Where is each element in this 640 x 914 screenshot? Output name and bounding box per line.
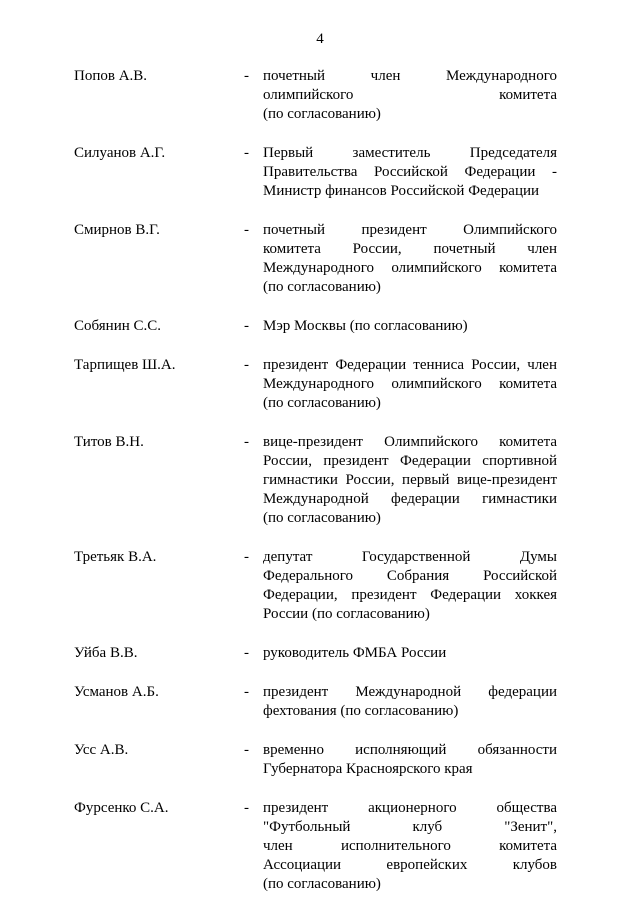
role-line: президент акционерного общества: [263, 800, 557, 816]
member-role: [263, 644, 557, 663]
role-line: президент Федерации тенниса России, член: [263, 357, 557, 373]
dash-separator: -: [244, 222, 249, 238]
member-entry: [0, 741, 640, 779]
role-line: (по согласованию): [263, 510, 381, 526]
role-line: член исполнительного комитета: [263, 838, 557, 854]
role-line: Федерального Собрания Российской: [263, 568, 557, 584]
role-line: фехтования (по согласованию): [263, 703, 459, 719]
dash-separator: -: [244, 549, 249, 565]
member-entry: [0, 644, 640, 663]
role-line: вице-президент Олимпийского комитета: [263, 434, 557, 450]
role-line: Международной федерации гимнастики: [263, 491, 557, 507]
role-line: Ассоциации европейских клубов: [263, 857, 557, 873]
role-line: Международного олимпийского комитета: [263, 376, 557, 392]
member-name: Попов А.В.: [74, 68, 148, 84]
member-entry: [0, 67, 640, 124]
role-line: президент Международной федерации: [263, 684, 557, 700]
role-line: временно исполняющий обязанности: [263, 742, 557, 758]
role-line: почетный президент Олимпийского: [263, 222, 557, 238]
member-name: Силуанов А.Г.: [74, 145, 166, 161]
member-role: [263, 741, 557, 779]
member-name: Третьяк В.А.: [74, 549, 157, 565]
member-role: [263, 356, 557, 413]
role-line: Министр финансов Российской Федерации: [263, 183, 540, 199]
role-line: комитета России, почетный член: [263, 241, 557, 257]
member-list: [0, 67, 640, 914]
role-line: Губернатора Красноярского края: [263, 761, 473, 777]
member-role: [263, 548, 557, 624]
role-line: (по согласованию): [263, 106, 381, 122]
member-entry: [0, 144, 640, 201]
role-line: России, президент Федерации спортивной: [263, 453, 557, 469]
member-entry: [0, 683, 640, 721]
role-line: "Футбольный клуб "Зенит",: [263, 819, 557, 835]
dash-separator: -: [244, 645, 249, 661]
member-role: [263, 683, 557, 721]
member-entry: [0, 356, 640, 413]
role-line: олимпийского комитета: [263, 87, 557, 103]
member-role: [263, 144, 557, 201]
role-line: Первый заместитель Председателя: [263, 145, 557, 161]
role-line: (по согласованию): [263, 395, 381, 411]
member-entry: [0, 799, 640, 894]
dash-separator: -: [244, 684, 249, 700]
member-entry: [0, 317, 640, 336]
member-role: [263, 799, 557, 894]
role-line: Международного олимпийского комитета: [263, 260, 557, 276]
role-line: Федерации, президент Федерации хоккея: [263, 587, 557, 603]
member-name: Усманов А.Б.: [74, 684, 159, 700]
member-name: Фурсенко С.А.: [74, 800, 169, 816]
member-role: [263, 317, 557, 336]
role-line: России (по согласованию): [263, 606, 430, 622]
dash-separator: -: [244, 357, 249, 373]
dash-separator: -: [244, 318, 249, 334]
dash-separator: -: [244, 742, 249, 758]
role-line: гимнастики России, первый вице-президент: [263, 472, 557, 488]
member-name: Усс А.В.: [74, 742, 129, 758]
member-role: [263, 433, 557, 528]
dash-separator: -: [244, 800, 249, 816]
member-role: [263, 67, 557, 124]
role-line: (по согласованию): [263, 876, 381, 892]
member-name: Собянин С.С.: [74, 318, 162, 334]
role-line: руководитель ФМБА России: [263, 645, 447, 661]
member-entry: [0, 221, 640, 297]
role-line: Мэр Москвы (по согласованию): [263, 318, 468, 334]
member-name: Смирнов В.Г.: [74, 222, 160, 238]
dash-separator: -: [244, 145, 249, 161]
member-entry: [0, 433, 640, 528]
role-line: (по согласованию): [263, 279, 381, 295]
dash-separator: -: [244, 434, 249, 450]
role-line: почетный член Международного: [263, 68, 557, 84]
member-name: Титов В.Н.: [74, 434, 144, 450]
dash-separator: -: [244, 68, 249, 84]
member-name: Тарпищев Ш.А.: [74, 357, 176, 373]
page-number: 4: [316, 31, 324, 47]
member-entry: [0, 548, 640, 624]
role-line: Правительства Российской Федерации -: [263, 164, 557, 180]
role-line: депутат Государственной Думы: [263, 549, 557, 565]
member-role: [263, 221, 557, 297]
member-name: Уйба В.В.: [74, 645, 138, 661]
